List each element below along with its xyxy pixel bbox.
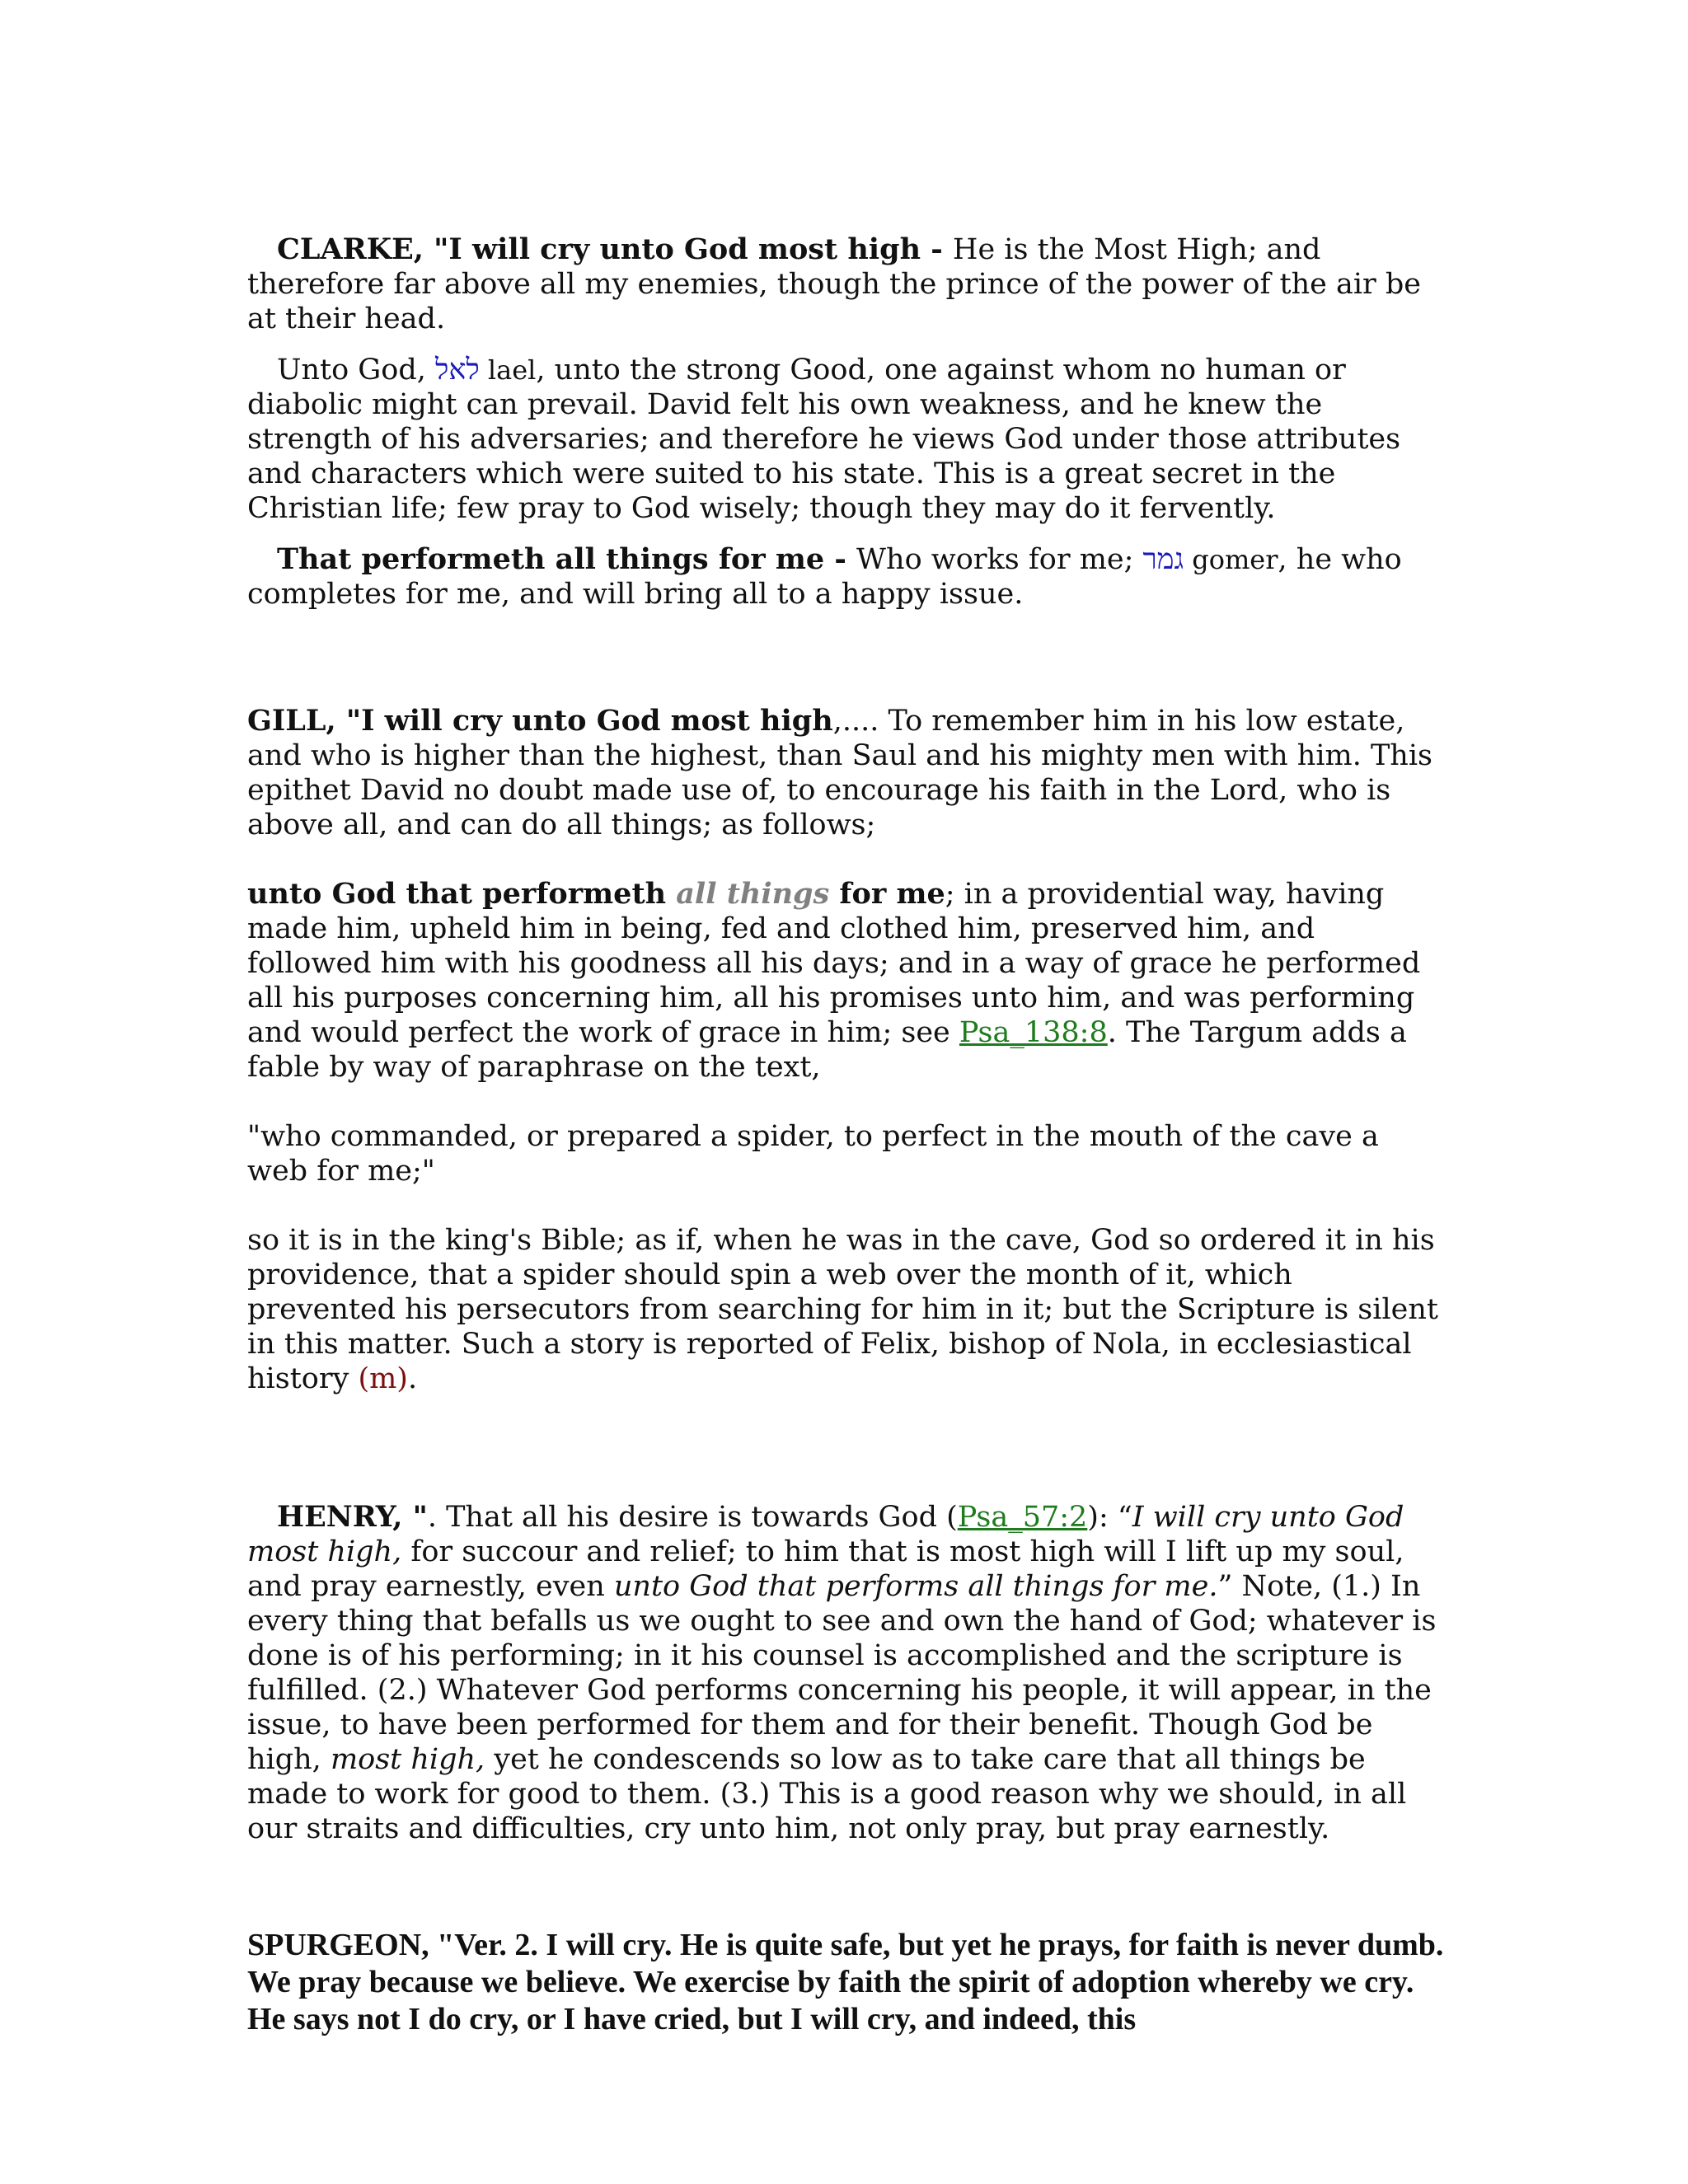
henry-text: for succour and relief; to him that is most high will I lift up my soul, and pray earnestly, even bbox=[247, 1535, 1404, 1603]
henry-paragraph bbox=[247, 1500, 1447, 1846]
gill-text: ; in a providential way, having made him, upheld him in being, fed and clothed him, preserved him, and followed him with his goodness all his days; and in a way of grace he performed all his purposes concerning him, all his promises unto him, and was performing and would perfect the work of grace in him; see bbox=[247, 878, 1421, 1049]
gill-phrase: unto God that performeth bbox=[247, 877, 677, 911]
hebrew-word: לאל bbox=[435, 354, 480, 387]
clarke-text: , unto the strong Good, one against whom no human or diabolic might can prevail. David felt his own weakness, and he knew the strength of his adversaries; and therefore he views God under those attributes and characters which were suited to his state. This is a great secret in the Christian life; few pray to God wisely; though they may do it fervently. bbox=[247, 354, 1401, 525]
henry-text: ): “ bbox=[1087, 1501, 1132, 1534]
clarke-text: Who works for me; bbox=[856, 543, 1143, 576]
gill-text: . bbox=[407, 1362, 418, 1395]
spurgeon-paragraph bbox=[247, 1927, 1447, 2038]
henry-text: . That all his desire is towards God ( bbox=[427, 1501, 958, 1534]
gill-quote: "who commanded, or prepared a spider, to perfect in the mouth of the cave a web for me;" bbox=[247, 1120, 1379, 1188]
gill-paragraph-4 bbox=[247, 1223, 1447, 1396]
clarke-paragraph-1 bbox=[247, 232, 1447, 336]
henry-italic: I will cry unto God most high, bbox=[247, 1501, 1404, 1568]
gill-supplied-words: all things bbox=[676, 877, 830, 911]
scripture-link[interactable]: Psa_57:2 bbox=[957, 1501, 1088, 1534]
gill-paragraph-3 bbox=[247, 1119, 1447, 1188]
clarke-text: Unto God, bbox=[277, 354, 435, 387]
clarke-text: He is the Most High; and therefore far above all my enemies, though the prince of the power of the air be at their head. bbox=[247, 233, 1422, 335]
henry-heading: HENRY, " bbox=[277, 1500, 428, 1534]
hebrew-word: גמר bbox=[1142, 543, 1184, 576]
gill-paragraph-2 bbox=[247, 877, 1447, 1085]
gill-text: so it is in the king's Bible; as if, when he was in the cave, God so ordered it in his providence, that a spider should spin a web over the month of it, which prevented his persecutors from searching for him in it; but the Scripture is silent in this matter. Such a story is reported of Felix, bishop of Nola, in ecclesiastical history bbox=[247, 1224, 1438, 1395]
henry-italic: unto God that performs all things for me. bbox=[613, 1570, 1218, 1603]
scripture-link[interactable]: Psa_138:8 bbox=[959, 1016, 1108, 1049]
gill-phrase: for me bbox=[829, 877, 945, 911]
clarke-subheading: That performeth all things for me - bbox=[277, 542, 857, 576]
gill-text: . The Targum adds a fable by way of paraphrase on the text, bbox=[247, 1016, 1407, 1084]
henry-text: yet he condescends so low as to take care that all things be made to work for good to them. (3.) This is a good reason why we should, in all our straits and difficulties, cry unto him, not only pray, but pray earnestly. bbox=[247, 1743, 1407, 1845]
transliteration: lael bbox=[479, 354, 537, 386]
gill-heading: GILL, "I will cry unto God most high bbox=[247, 704, 833, 738]
gill-paragraph-1 bbox=[247, 704, 1447, 842]
document-page bbox=[247, 232, 1447, 2038]
henry-text: ” Note, (1.) In every thing that befalls us we ought to see and own the hand of God; whatever is done is of his performing; in it his counsel is accomplished and the scripture is fulfilled. (2.) Whatever God performs concerning his people, it will appear, in the issue, to have been performed for them and for their benefit. Though God be high, bbox=[247, 1570, 1437, 1776]
spurgeon-text: SPURGEON, "Ver. 2. I will cry. He is quite safe, but yet he prays, for faith is never dumb. We pray because we believe. We exercise by faith the spirit of adoption whereby we cry. He says not I do cry, or I have cried, but I will cry, and indeed, this bbox=[247, 1928, 1444, 2036]
transliteration: gomer bbox=[1184, 544, 1278, 575]
clarke-heading: CLARKE, "I will cry unto God most high - bbox=[277, 232, 953, 266]
henry-italic: most high, bbox=[330, 1743, 485, 1776]
footnote-ref[interactable]: (m) bbox=[358, 1362, 408, 1395]
clarke-paragraph-2 bbox=[247, 353, 1447, 526]
clarke-text: , he who completes for me, and will bring all to a happy issue. bbox=[247, 543, 1402, 611]
clarke-paragraph-3 bbox=[247, 542, 1447, 612]
gill-text: ,.... To remember him in his low estate, and who is higher than the highest, than Saul and his mighty men with him. This epithet David no doubt made use of, to encourage his faith in the Lord, who is above all, and can do all things; as follows; bbox=[247, 705, 1432, 841]
